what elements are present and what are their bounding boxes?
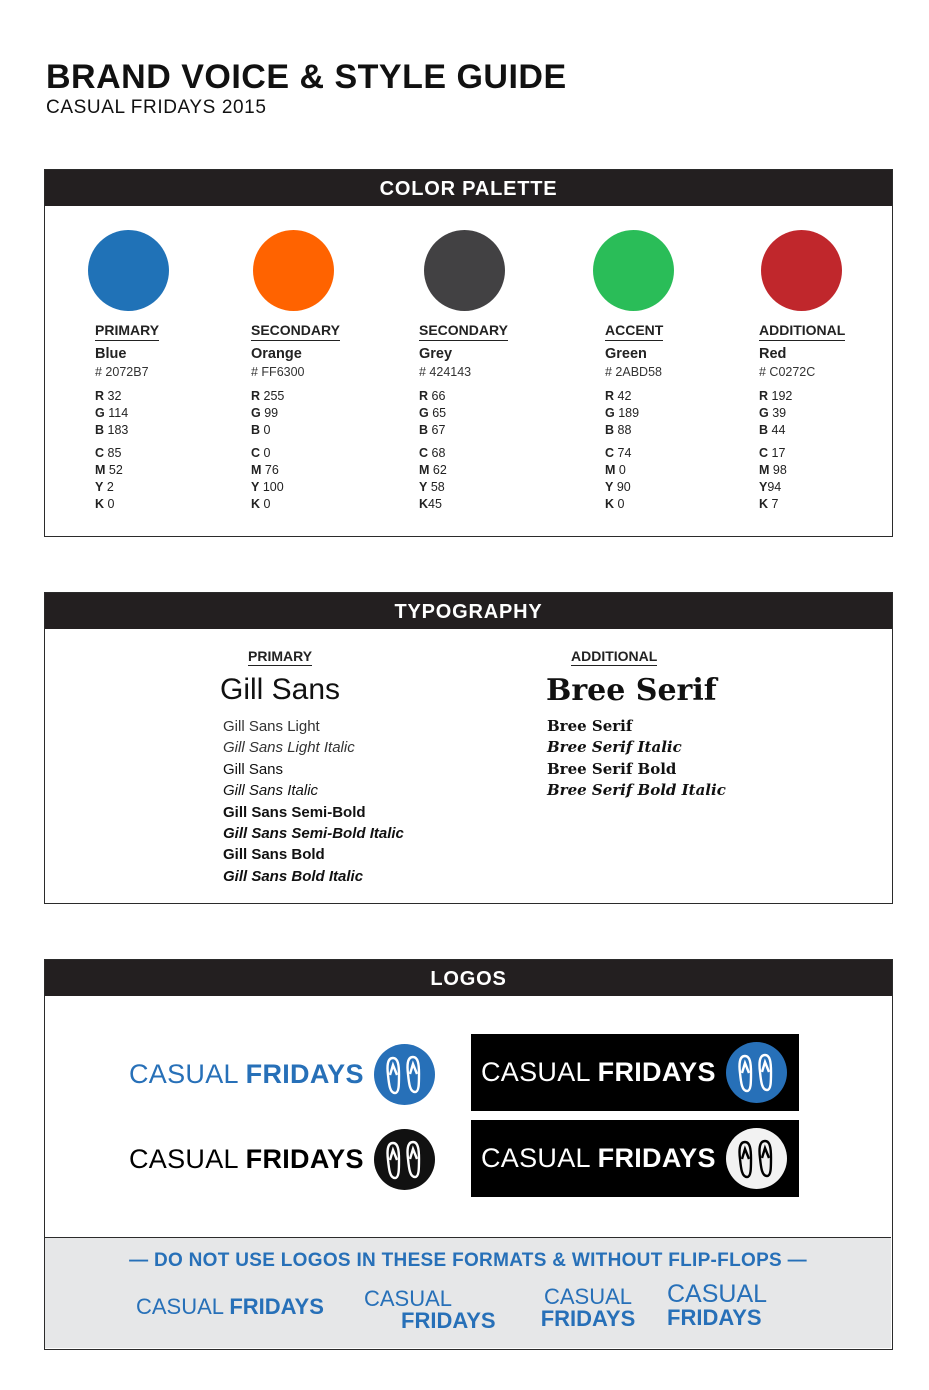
swatch-role: SECONDARY <box>419 322 508 341</box>
typo-primary-family: Gill Sans <box>220 673 341 706</box>
swatch-hex: # 2ABD58 <box>605 365 662 379</box>
swatch-circle <box>88 230 169 311</box>
swatch-hex: # 2072B7 <box>95 365 149 379</box>
flip-flops-icon <box>726 1042 787 1103</box>
logo-wordmark: CASUAL FRIDAYS <box>481 1057 716 1087</box>
misuse-example: CASUAL FRIDAYS <box>136 1294 324 1319</box>
logos-section <box>44 959 893 1350</box>
swatch-values: R 32 G 114 B 183 C 85 M 52 Y 2 K 0 <box>95 389 129 511</box>
flip-flops-icon <box>374 1129 435 1190</box>
logo-wordmark: CASUAL FRIDAYS <box>481 1143 716 1173</box>
swatch-hex: # C0272C <box>759 365 816 379</box>
style-sample: Bree Serif Italic <box>547 738 682 757</box>
style-sample: Gill Sans Light Italic <box>223 739 355 757</box>
logo-misuse-panel <box>45 1237 891 1348</box>
swatch-circle <box>593 230 674 311</box>
typo-primary-label: PRIMARY <box>248 648 313 664</box>
style-sample: Bree Serif Bold <box>547 759 677 778</box>
style-sample: Gill Sans Semi-Bold <box>223 803 366 821</box>
swatch-role: SECONDARY <box>251 322 340 341</box>
swatch-name: Grey <box>419 346 453 362</box>
swatch-hex: # 424143 <box>419 365 472 379</box>
misuse-example: CASUAL FRIDAYS <box>667 1280 768 1330</box>
typography-heading: TYPOGRAPHY <box>45 593 892 629</box>
typo-additional-label: ADDITIONAL <box>571 648 658 664</box>
swatch-values: R 66 G 65 B 67 C 68 M 62 Y 58 K45 <box>419 389 447 511</box>
style-sample: Gill Sans Italic <box>223 782 319 800</box>
logo-black-on-white <box>129 1129 435 1190</box>
typo-additional-family: Bree Serif <box>546 673 717 708</box>
style-sample: Gill Sans Semi-Bold Italic <box>223 825 404 843</box>
style-sample: Gill Sans Bold Italic <box>223 867 364 885</box>
logos-heading: LOGOS <box>45 960 892 996</box>
logo-wordmark: CASUAL FRIDAYS <box>129 1144 364 1174</box>
swatch-name: Orange <box>251 346 302 362</box>
flip-flops-icon <box>726 1128 787 1189</box>
swatch-grey <box>419 230 573 511</box>
typo-primary-styles <box>223 716 404 887</box>
swatch-values: R 42 G 189 B 88 C 74 M 0 Y 90 K 0 <box>605 389 640 511</box>
misuse-example: CASUAL FRIDAYS <box>364 1286 496 1333</box>
swatch-name: Blue <box>95 346 127 362</box>
typography-section <box>44 592 893 904</box>
logo-wordmark: CASUAL FRIDAYS <box>129 1059 364 1089</box>
style-sample: Bree Serif Bold Italic <box>547 781 726 800</box>
style-sample: Gill Sans Bold <box>223 846 325 864</box>
logo-white-on-black-white-badge <box>471 1120 799 1197</box>
typo-additional-styles <box>547 716 726 802</box>
swatch-circle <box>424 230 505 311</box>
swatch-orange <box>251 230 402 511</box>
style-sample: Bree Serif <box>547 717 633 735</box>
swatch-circle <box>761 230 842 311</box>
swatch-green <box>592 230 742 511</box>
color-palette-heading: COLOR PALETTE <box>45 170 892 206</box>
swatch-values: R 192 G 39 B 44 C 17 M 98 Y94 K 7 <box>759 389 793 511</box>
swatch-red <box>759 230 910 511</box>
swatch-role: PRIMARY <box>95 322 159 341</box>
swatch-role: ADDITIONAL <box>759 322 845 341</box>
logo-white-on-black-blue-badge <box>471 1034 799 1111</box>
swatch-role: ACCENT <box>605 322 663 341</box>
logo-blue-on-white <box>129 1044 435 1105</box>
swatch-hex: # FF6300 <box>251 365 305 379</box>
swatch-name: Green <box>605 346 647 362</box>
swatch-values: R 255 G 99 B 0 C 0 M 76 Y 100 K 0 <box>251 389 285 511</box>
document-subtitle: CASUAL FRIDAYS 2015 <box>46 97 267 118</box>
swatch-blue <box>87 230 237 511</box>
flip-flops-icon <box>374 1044 435 1105</box>
style-sample: Gill Sans <box>223 760 284 778</box>
swatch-name: Red <box>759 346 787 362</box>
color-palette-section <box>44 169 893 537</box>
misuse-heading: — DO NOT USE LOGOS IN THESE FORMATS & WITHOUT FLIP-FLOPS — <box>129 1250 807 1271</box>
misuse-example: CASUAL FRIDAYS <box>540 1284 636 1331</box>
swatch-circle <box>253 230 334 311</box>
document-title: BRAND VOICE & STYLE GUIDE <box>46 58 567 96</box>
style-sample: Gill Sans Light <box>223 718 320 735</box>
